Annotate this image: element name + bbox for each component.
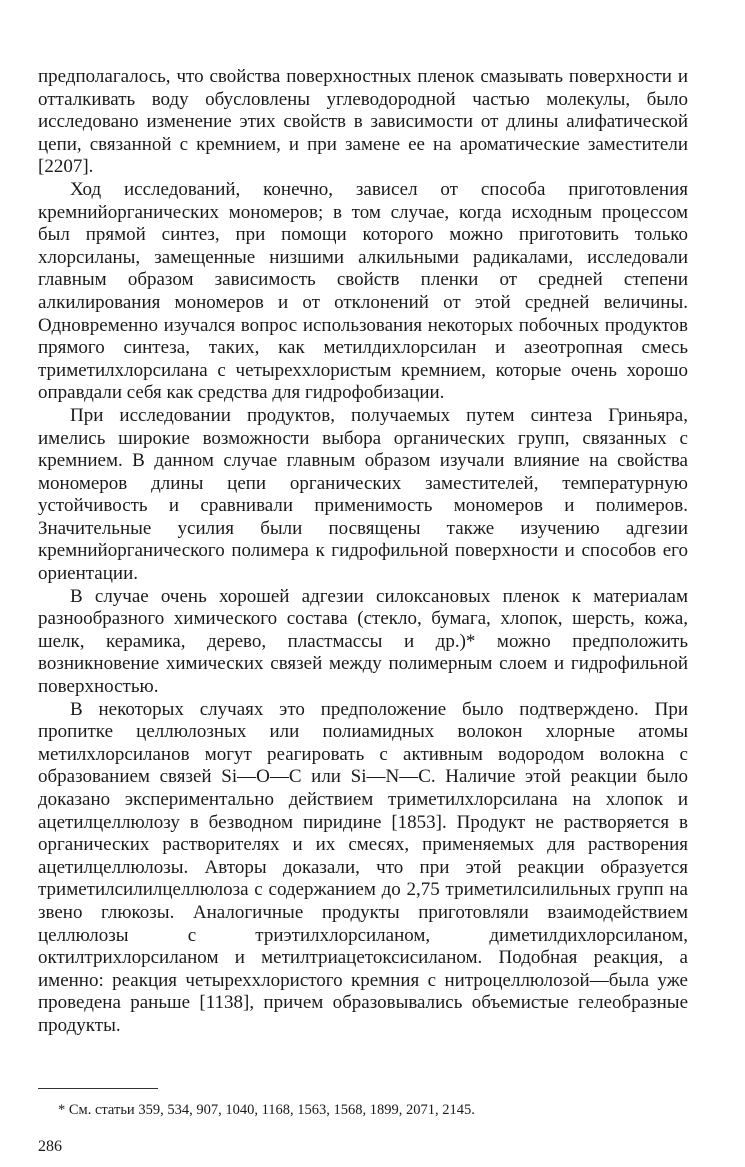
- paragraph-3: При исследовании продуктов, получаемых путем синтеза Гриньяра, имелись широкие возможности выбора органических групп, связанных с кремнием. В данном случае главным образом изучали влияние на свойства мономеров длины цепи органических заместителей, температурную устойчивость и сравнивали применимость мономеров и полимеров. Значительные усилия были посвящены также изучению адгезии кремнийорганического полимера к гидрофильной поверхности и способов его ориентации.: [38, 404, 688, 585]
- paragraph-4: В случае очень хорошей адгезии силоксановых пленок к материалам разнообразного химического состава (стекло, бумага, хлопок, шерсть, кожа, шелк, керамика, дерево, пластмассы и др.)* можно предположить возникновение химических связей между полимерным слоем и гидрофильной поверхностью.: [38, 585, 688, 698]
- paragraph-2: Ход исследований, конечно, зависел от способа приготовления кремнийорганических мономеров; в том случае, когда исходным процессом был прямой синтез, при помощи которого можно приготовить только хлорсиланы, замещенные низшими алкильными радикалами, исследовали главным образом зависимость свойств пленки от средней степени алкилирования мономеров и от отклонений от этой средней величины. Одновременно изучался вопрос использования некоторых побочных продуктов прямого синтеза, таких, как метилдихлорсилан и азеотропная смесь триметилхлорсилана с четыреххлористым кремнием, которые очень хорошо оправдали себя как средства для гидрофобизации.: [38, 178, 688, 404]
- paragraph-1: предполагалось, что свойства поверхностных пленок смазывать поверхности и отталкивать воду обусловлены углеводородной частью молекулы, было исследовано изменение этих свойств в зависимости от длины алифатической цепи, связанной с кремнием, и при замене ее на ароматические заместители [2207].: [38, 66, 688, 178]
- footnote: * См. статьи 359, 534, 907, 1040, 1168, 1563, 1568, 1899, 2071, 2145.: [58, 1102, 475, 1118]
- footnote-divider: [38, 1088, 158, 1089]
- paragraph-5: В некоторых случаях это предположение было подтверждено. При пропитке целлюлозных или полиамидных волокон хлорные атомы метилхлорсиланов могут реагировать с активным водородом волокна с образованием связей Si—O—C или Si—N—C. Наличие этой реакции было доказано экспериментально действием триметилхлорсилана на хлопок и ацетилцеллюлозу в безводном пиридине [1853]. Продукт не растворяется в органических растворителях и их смесях, применяемых для растворения ацетилцеллюлозы. Авторы доказали, что при этой реакции образуется триметилсилилцеллюлоза с содержанием до 2,75 триметилсилильных групп на звено глюкозы. Аналогичные продукты приготовляли взаимодействием целлюлозы с триэтилхлорсиланом, диметилдихлорсиланом, октилтрихлорсиланом и метилтриацетоксисиланом. Подобная реакция, а именно: реакция четыреххлористого кремния с нитроцеллюлозой—была уже проведена раньше [1138], причем образовывались объемистые гелеобразные продукты.: [38, 698, 688, 1036]
- page-number: 286: [38, 1138, 62, 1155]
- document-body: [38, 66, 688, 1038]
